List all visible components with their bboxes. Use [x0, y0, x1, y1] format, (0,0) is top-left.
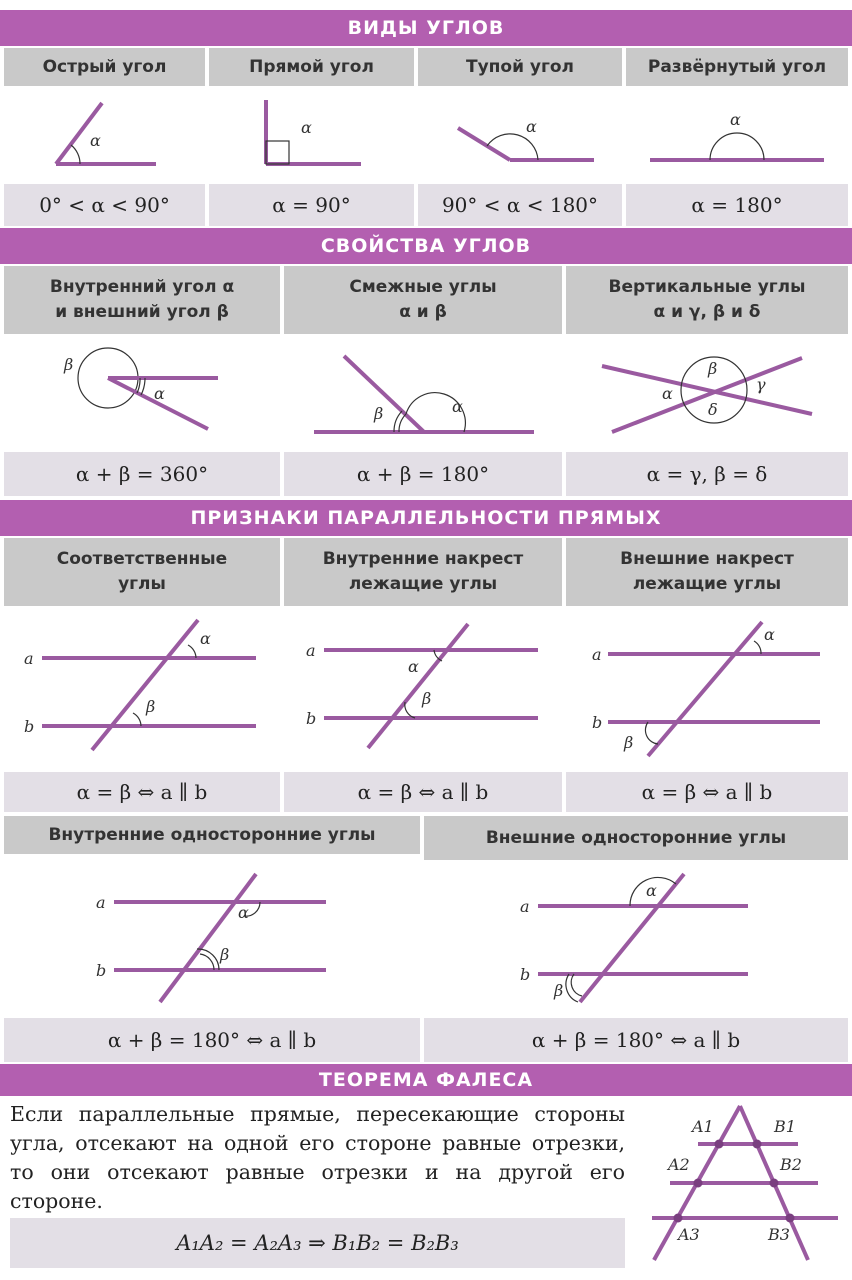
criterion-title: Внутренние односторонние углы	[4, 816, 420, 854]
property-title-line2: и внешний угол β	[55, 302, 229, 322]
property-vertical	[566, 266, 848, 496]
property-formula: α + β = 180°	[284, 452, 562, 496]
alpha-label: α	[662, 384, 673, 403]
criterion-formula: α = β ⇔ a ∥ b	[284, 772, 562, 812]
angle-type-formula: α = 90°	[209, 184, 414, 226]
thales-figure	[632, 1098, 848, 1274]
thales-statement: Если параллельные прямые, пересекающие стороны угла, отсекают на одной его стороне равные отрезки, то они отсекают равные отрезки и на другой его стороне.	[10, 1102, 625, 1213]
line-b-label: b	[96, 961, 107, 980]
property-title-line1: Вертикальные углы	[608, 277, 806, 297]
property-title-line1: Внутренний угол α	[49, 277, 235, 297]
gamma-label: γ	[756, 375, 766, 394]
alternate-exterior-angles-figure	[566, 538, 848, 812]
criterion-formula: α = β ⇔ a ∥ b	[566, 772, 848, 812]
point-B3-label: B3	[768, 1225, 790, 1244]
line-a-label: a	[96, 893, 106, 912]
line-a-label: a	[592, 645, 602, 664]
beta-label: β	[708, 359, 718, 378]
criterion-alternate-interior	[284, 538, 562, 812]
criterion-co-exterior	[424, 816, 848, 1062]
alpha-label: α	[452, 397, 463, 416]
property-title-line2: α и β	[399, 302, 447, 322]
angle-type-title: Развёрнутый угол	[626, 48, 848, 86]
angle-type-right	[209, 48, 414, 226]
criterion-alternate-exterior	[566, 538, 848, 812]
alpha-label: α	[408, 657, 419, 676]
alpha-label: α	[646, 881, 657, 900]
section-header-angle-types: ВИДЫ УГЛОВ	[0, 10, 852, 46]
alpha-label: α	[154, 384, 165, 403]
alpha-label: α	[90, 131, 101, 150]
angle-type-formula: 0° < α < 90°	[4, 184, 205, 226]
angle-type-title: Острый угол	[4, 48, 205, 86]
angle-type-formula: α = 180°	[626, 184, 848, 226]
property-inner-outer	[4, 266, 280, 496]
beta-label: β	[374, 404, 384, 423]
criterion-co-interior	[4, 816, 420, 1062]
line-a-label: a	[24, 649, 34, 668]
alpha-label: α	[764, 625, 775, 644]
angle-type-title: Прямой угол	[209, 48, 414, 86]
property-title-line2: α и γ, β и δ	[653, 302, 761, 322]
beta-label: β	[554, 981, 564, 1000]
section-header-thales: ТЕОРЕМА ФАЛЕСА	[0, 1064, 852, 1096]
angle-type-formula: 90° < α < 180°	[418, 184, 622, 226]
beta-label: β	[422, 689, 432, 708]
property-adjacent	[284, 266, 562, 496]
angle-type-title: Тупой угол	[418, 48, 622, 86]
alpha-label: α	[526, 117, 537, 136]
property-formula: α + β = 360°	[4, 452, 280, 496]
beta-label: β	[146, 697, 156, 716]
point-B2-label: B2	[780, 1155, 802, 1174]
beta-label: β	[64, 355, 74, 374]
section-header-parallel-criteria: ПРИЗНАКИ ПАРАЛЛЕЛЬНОСТИ ПРЯМЫХ	[0, 500, 852, 536]
criterion-title: Внешние односторонние углы	[424, 816, 848, 860]
point-A1-label: A1	[692, 1117, 714, 1136]
line-b-label: b	[306, 709, 317, 728]
thales-formula: A₁A₂ = A₂A₃ ⇒ B₁B₂ = B₂B₃	[10, 1218, 625, 1268]
criterion-title-line1: Внешние накрест	[620, 549, 794, 569]
criterion-title-line2: углы	[118, 574, 166, 594]
line-b-label: b	[520, 965, 531, 984]
criterion-formula: α + β = 180° ⇔ a ∥ b	[424, 1018, 848, 1062]
line-a-label: a	[306, 641, 316, 660]
beta-label: β	[220, 945, 230, 964]
point-B1-label: B1	[774, 1117, 796, 1136]
delta-label: δ	[708, 400, 718, 419]
point-A2-label: A2	[668, 1155, 690, 1174]
angle-type-obtuse	[418, 48, 622, 226]
alpha-label: α	[301, 118, 312, 137]
angle-type-straight	[626, 48, 848, 226]
criterion-title-line2: лежащие углы	[632, 574, 782, 594]
section-header-angle-properties: СВОЙСТВА УГЛОВ	[0, 228, 852, 264]
criterion-corresponding	[4, 538, 280, 812]
criterion-formula: α = β ⇔ a ∥ b	[4, 772, 280, 812]
alternate-interior-angles-figure	[284, 538, 562, 812]
criterion-title-line2: лежащие углы	[348, 574, 498, 594]
criterion-title-line1: Внутренние накрест	[322, 549, 524, 569]
property-title-line1: Смежные углы	[349, 277, 497, 297]
alpha-label: α	[200, 629, 211, 648]
angle-type-acute	[4, 48, 205, 226]
line-a-label: a	[520, 897, 530, 916]
alpha-label: α	[238, 903, 249, 922]
property-formula: α = γ, β = δ	[566, 452, 848, 496]
corresponding-angles-figure	[4, 538, 280, 812]
alpha-label: α	[730, 110, 741, 129]
point-A3-label: A3	[678, 1225, 700, 1244]
criterion-title-line1: Соответственные	[56, 549, 228, 569]
line-b-label: b	[24, 717, 35, 736]
line-b-label: b	[592, 713, 603, 732]
criterion-formula: α + β = 180° ⇔ a ∥ b	[4, 1018, 420, 1062]
beta-label: β	[624, 733, 634, 752]
